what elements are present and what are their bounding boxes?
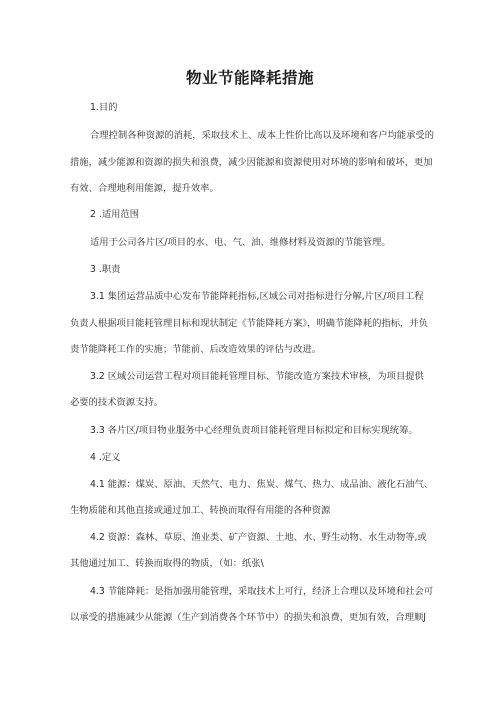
paragraph-line: 以承受的措施减少从能源（生产到消费各个环节中）的损失和浪费，更加有效，合理顺J — [70, 612, 427, 623]
paragraph-line: 负责人根据项目能耗管理目标和现状制定《节能降耗方案》，明确节能降耗的指标，并负 — [70, 318, 428, 329]
paragraph-line: 责节能降耗工作的实施；节能前、后改造效果的评估与改进。 — [70, 344, 322, 355]
paragraph-line: 必要的技术资源支持。 — [70, 397, 163, 408]
section-heading-purpose: 1.目的 — [90, 102, 118, 113]
document-title: 物业节能降耗措施 — [185, 69, 314, 87]
paragraph-line: 措施，减少能源和资源的损失和浪费，减少因能源和资源使用对环境的影响和破坏，更加 — [70, 157, 433, 168]
paragraph-line: 3.1 集团运营品质中心发布节能降耗指标,区域公司对指标进行分解,片区/项目工程 — [90, 291, 424, 302]
paragraph-line: 3.2 区域公司运营工程对项目能耗管理目标、节能改造方案技术审核，为项目提供 — [90, 371, 424, 382]
section-heading-scope: 2 .适用范围 — [90, 209, 140, 220]
paragraph-line: 生物质能和其他直接或通过加工、转换而取得有用能的各种资源 — [70, 505, 331, 516]
paragraph-line: 有效、合理地利用能源，提升效率。 — [70, 183, 219, 194]
paragraph-line: 适用于公司各片区/项目的水、电、气、油、维修材料及资源的节能管理。 — [90, 237, 391, 248]
section-heading-duties: 3 .职责 — [90, 264, 121, 275]
paragraph-line: 其他通过加工、转换而取得的物质，（如：纸张\ — [70, 558, 264, 569]
section-heading-definitions: 4 .定义 — [90, 452, 121, 463]
paragraph-line: 4.1 能源：煤炭、原油、天然气、电力、焦炭、煤气、热力、成品油、液化石油气、 — [90, 479, 434, 490]
paragraph-line: 3.3 各片区/项目物业服务中心经理负责项目能耗管理目标拟定和目标实现统筹。 — [90, 425, 418, 436]
paragraph-line: 合理控制各种资源的消耗，采取技术上、成本上性价比高以及环境和客户均能承受的 — [90, 130, 434, 141]
paragraph-line: 4.2 资源：森林、草原、渔业类、矿产资源、土地、水、野生动物、水生动物等,或 — [90, 532, 427, 543]
paragraph-line: 4.3 节能降耗：是指加强用能管理，采取技术上可行，经济上合理以及环境和社会可 — [90, 586, 434, 597]
